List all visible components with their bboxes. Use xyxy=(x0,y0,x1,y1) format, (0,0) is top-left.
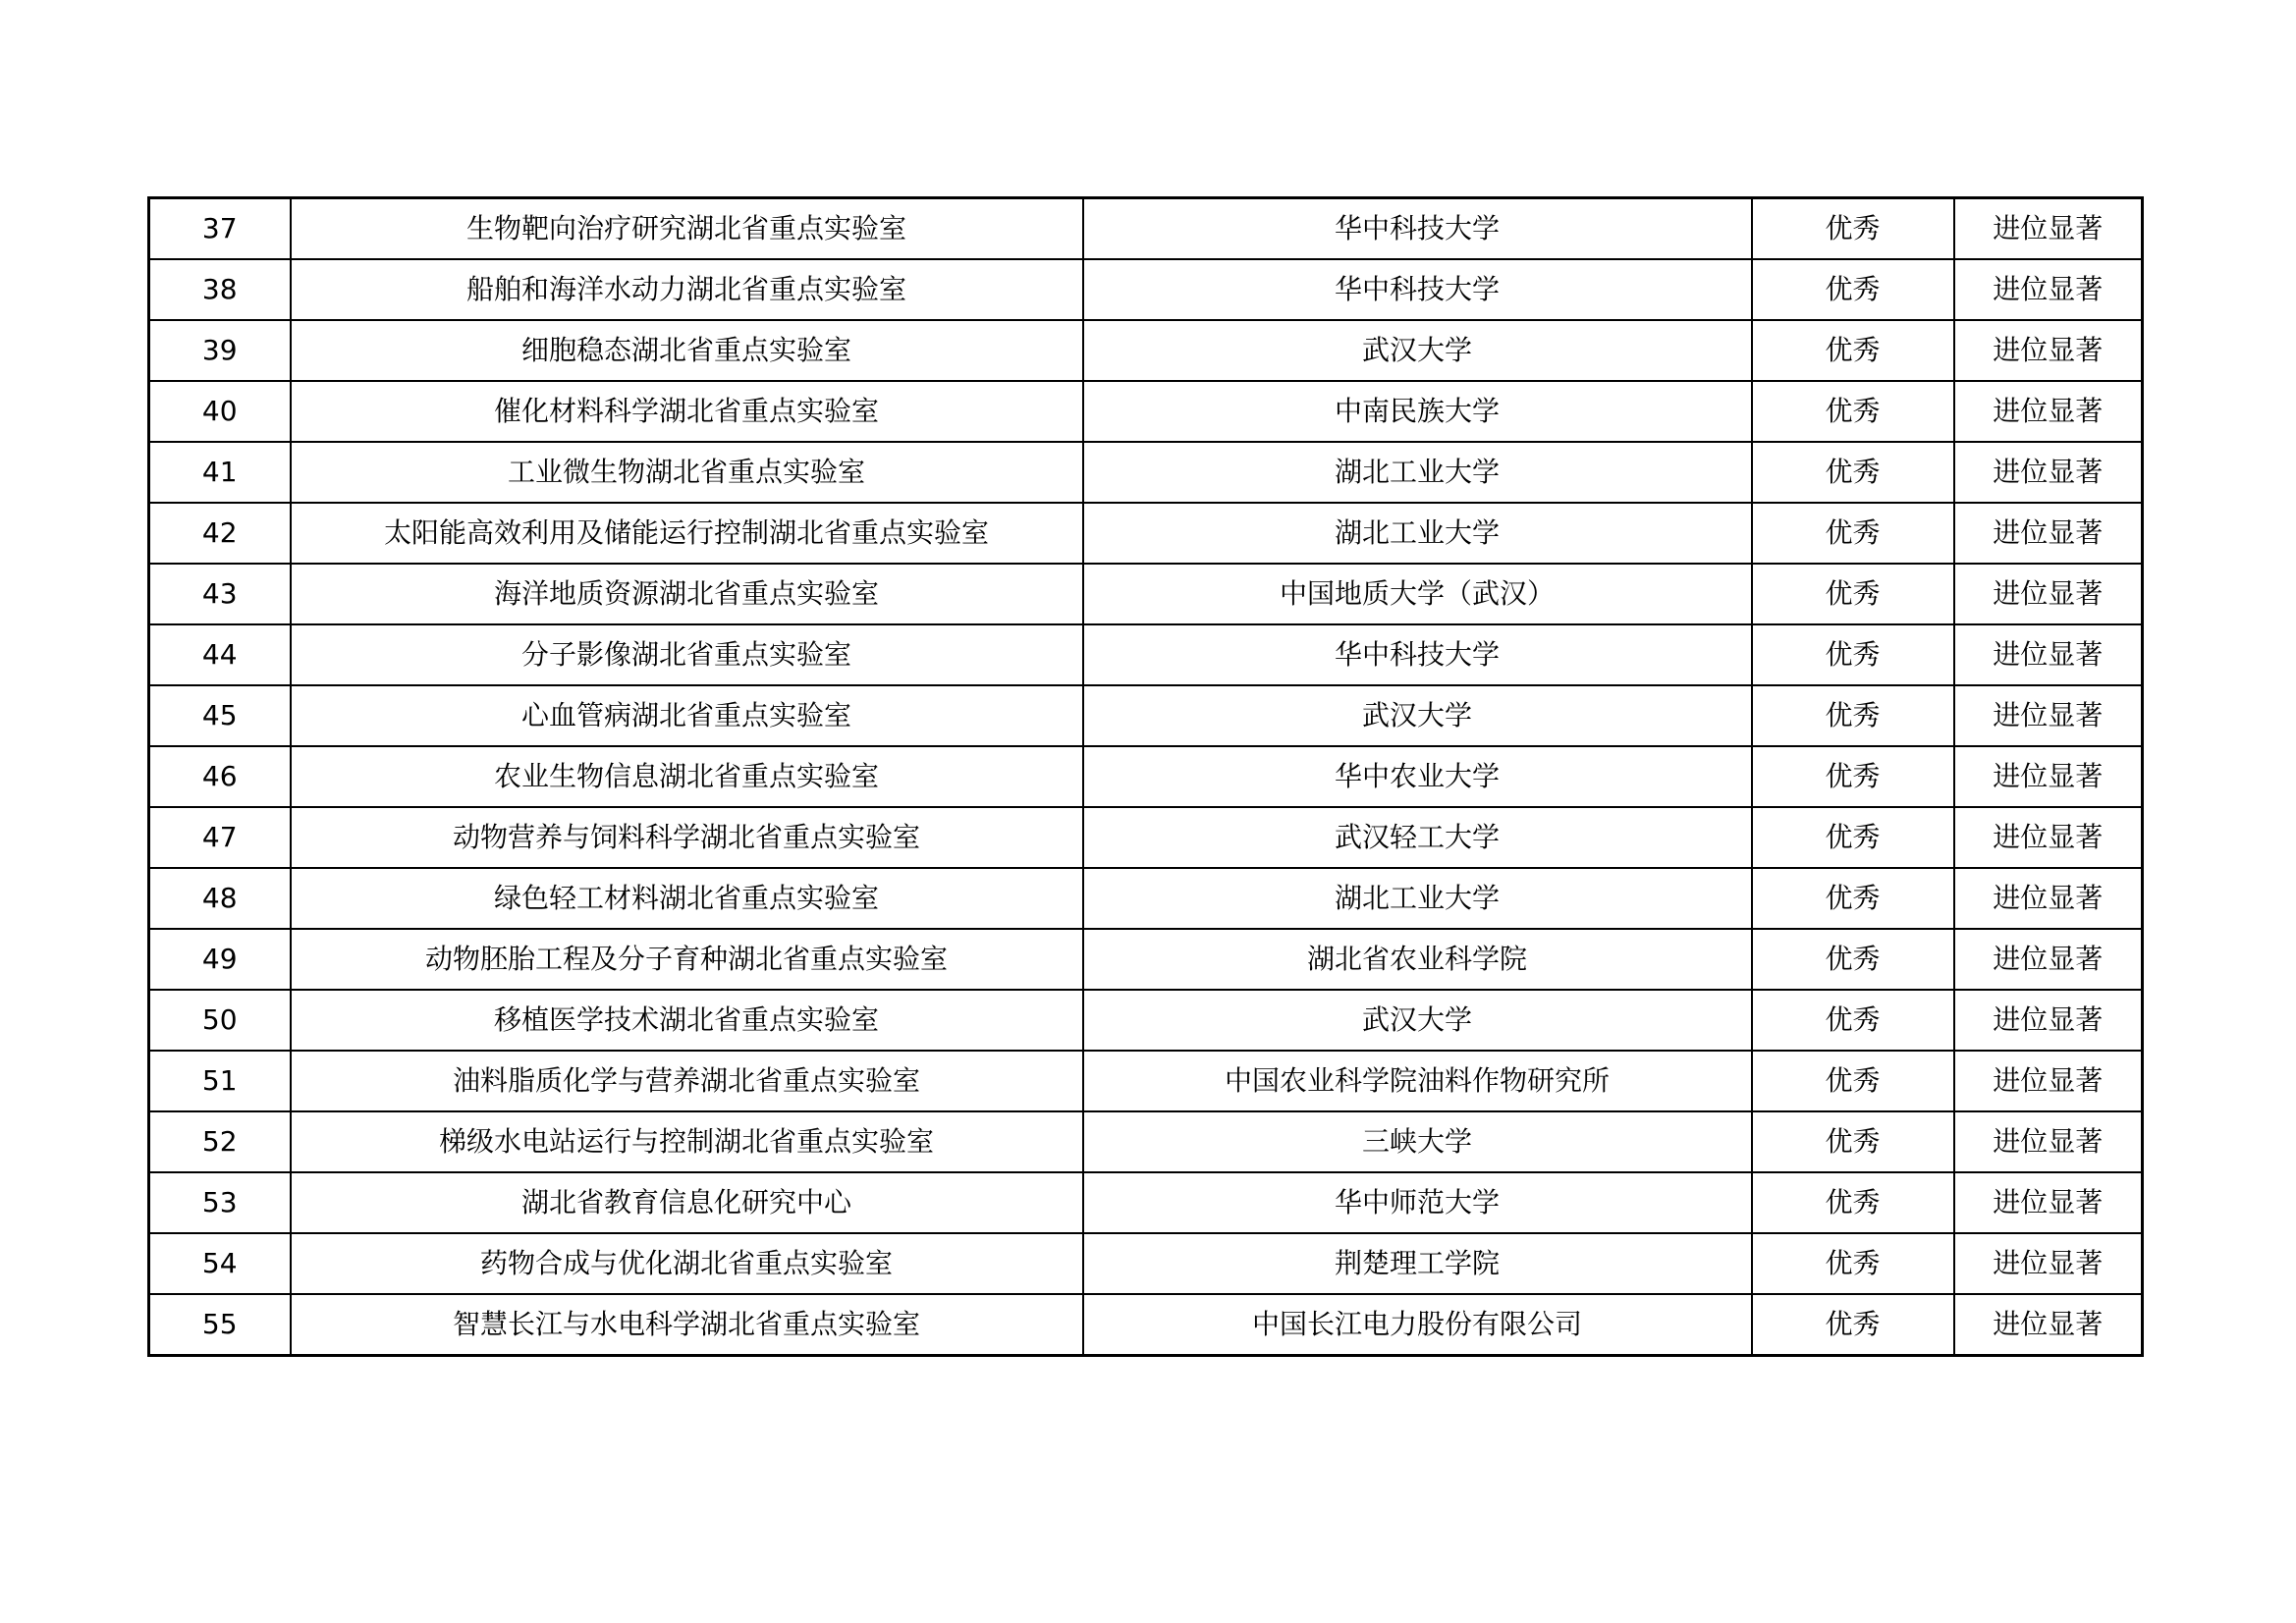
evaluation-grade-cell: 优秀 xyxy=(1752,624,1954,685)
lab-name-cell: 湖北省教育信息化研究中心 xyxy=(291,1172,1083,1233)
table-row xyxy=(149,990,2143,1051)
ranking-trend-cell: 进位显著 xyxy=(1954,1111,2143,1172)
ranking-trend-cell: 进位显著 xyxy=(1954,320,2143,381)
evaluation-grade-cell: 优秀 xyxy=(1752,381,1954,442)
evaluation-grade-cell: 优秀 xyxy=(1752,259,1954,320)
lab-name-cell: 移植医学技术湖北省重点实验室 xyxy=(291,990,1083,1051)
evaluation-grade-cell: 优秀 xyxy=(1752,868,1954,929)
table-row xyxy=(149,503,2143,564)
row-number-cell: 44 xyxy=(149,624,291,685)
host-institution-cell: 武汉大学 xyxy=(1083,990,1752,1051)
host-institution-cell: 华中农业大学 xyxy=(1083,746,1752,807)
row-number-cell: 45 xyxy=(149,685,291,746)
evaluation-grade-cell: 优秀 xyxy=(1752,746,1954,807)
evaluation-grade-cell: 优秀 xyxy=(1752,1111,1954,1172)
table-row xyxy=(149,198,2143,260)
host-institution-cell: 湖北省农业科学院 xyxy=(1083,929,1752,990)
ranking-trend-cell: 进位显著 xyxy=(1954,624,2143,685)
host-institution-cell: 武汉大学 xyxy=(1083,685,1752,746)
lab-name-cell: 动物营养与饲料科学湖北省重点实验室 xyxy=(291,807,1083,868)
row-number-cell: 55 xyxy=(149,1294,291,1356)
table-body xyxy=(149,198,2143,1356)
table-row xyxy=(149,1111,2143,1172)
row-number-cell: 39 xyxy=(149,320,291,381)
ranking-trend-cell: 进位显著 xyxy=(1954,685,2143,746)
lab-name-cell: 细胞稳态湖北省重点实验室 xyxy=(291,320,1083,381)
evaluation-grade-cell: 优秀 xyxy=(1752,685,1954,746)
host-institution-cell: 武汉轻工大学 xyxy=(1083,807,1752,868)
host-institution-cell: 中国农业科学院油料作物研究所 xyxy=(1083,1051,1752,1111)
evaluation-grade-cell: 优秀 xyxy=(1752,990,1954,1051)
table-row xyxy=(149,259,2143,320)
row-number-cell: 37 xyxy=(149,198,291,260)
lab-name-cell: 油料脂质化学与营养湖北省重点实验室 xyxy=(291,1051,1083,1111)
evaluation-grade-cell: 优秀 xyxy=(1752,198,1954,260)
table-row xyxy=(149,685,2143,746)
host-institution-cell: 华中科技大学 xyxy=(1083,624,1752,685)
ranking-trend-cell: 进位显著 xyxy=(1954,807,2143,868)
evaluation-grade-cell: 优秀 xyxy=(1752,1233,1954,1294)
lab-name-cell: 智慧长江与水电科学湖北省重点实验室 xyxy=(291,1294,1083,1356)
table-row xyxy=(149,1233,2143,1294)
table-row xyxy=(149,1172,2143,1233)
table-row xyxy=(149,868,2143,929)
table-row xyxy=(149,929,2143,990)
host-institution-cell: 华中师范大学 xyxy=(1083,1172,1752,1233)
table-row xyxy=(149,1051,2143,1111)
evaluation-grade-cell: 优秀 xyxy=(1752,442,1954,503)
evaluation-grade-cell: 优秀 xyxy=(1752,929,1954,990)
row-number-cell: 43 xyxy=(149,564,291,624)
table-row xyxy=(149,746,2143,807)
row-number-cell: 40 xyxy=(149,381,291,442)
lab-name-cell: 海洋地质资源湖北省重点实验室 xyxy=(291,564,1083,624)
row-number-cell: 50 xyxy=(149,990,291,1051)
row-number-cell: 46 xyxy=(149,746,291,807)
host-institution-cell: 湖北工业大学 xyxy=(1083,503,1752,564)
lab-evaluation-table xyxy=(147,196,2144,1357)
evaluation-grade-cell: 优秀 xyxy=(1752,1172,1954,1233)
ranking-trend-cell: 进位显著 xyxy=(1954,990,2143,1051)
host-institution-cell: 湖北工业大学 xyxy=(1083,868,1752,929)
lab-name-cell: 绿色轻工材料湖北省重点实验室 xyxy=(291,868,1083,929)
table-row xyxy=(149,564,2143,624)
row-number-cell: 38 xyxy=(149,259,291,320)
row-number-cell: 47 xyxy=(149,807,291,868)
table-row xyxy=(149,624,2143,685)
ranking-trend-cell: 进位显著 xyxy=(1954,259,2143,320)
evaluation-grade-cell: 优秀 xyxy=(1752,320,1954,381)
lab-name-cell: 心血管病湖北省重点实验室 xyxy=(291,685,1083,746)
row-number-cell: 53 xyxy=(149,1172,291,1233)
evaluation-grade-cell: 优秀 xyxy=(1752,503,1954,564)
table-row xyxy=(149,807,2143,868)
row-number-cell: 49 xyxy=(149,929,291,990)
row-number-cell: 51 xyxy=(149,1051,291,1111)
lab-name-cell: 农业生物信息湖北省重点实验室 xyxy=(291,746,1083,807)
lab-name-cell: 分子影像湖北省重点实验室 xyxy=(291,624,1083,685)
ranking-trend-cell: 进位显著 xyxy=(1954,1172,2143,1233)
ranking-trend-cell: 进位显著 xyxy=(1954,503,2143,564)
ranking-trend-cell: 进位显著 xyxy=(1954,564,2143,624)
row-number-cell: 48 xyxy=(149,868,291,929)
ranking-trend-cell: 进位显著 xyxy=(1954,1233,2143,1294)
ranking-trend-cell: 进位显著 xyxy=(1954,868,2143,929)
ranking-trend-cell: 进位显著 xyxy=(1954,442,2143,503)
lab-name-cell: 太阳能高效利用及储能运行控制湖北省重点实验室 xyxy=(291,503,1083,564)
evaluation-grade-cell: 优秀 xyxy=(1752,807,1954,868)
host-institution-cell: 华中科技大学 xyxy=(1083,198,1752,260)
table-row xyxy=(149,1294,2143,1356)
host-institution-cell: 中国长江电力股份有限公司 xyxy=(1083,1294,1752,1356)
lab-name-cell: 催化材料科学湖北省重点实验室 xyxy=(291,381,1083,442)
evaluation-grade-cell: 优秀 xyxy=(1752,1051,1954,1111)
ranking-trend-cell: 进位显著 xyxy=(1954,381,2143,442)
row-number-cell: 42 xyxy=(149,503,291,564)
host-institution-cell: 荆楚理工学院 xyxy=(1083,1233,1752,1294)
lab-name-cell: 生物靶向治疗研究湖北省重点实验室 xyxy=(291,198,1083,260)
lab-name-cell: 船舶和海洋水动力湖北省重点实验室 xyxy=(291,259,1083,320)
host-institution-cell: 三峡大学 xyxy=(1083,1111,1752,1172)
table-row xyxy=(149,442,2143,503)
lab-name-cell: 工业微生物湖北省重点实验室 xyxy=(291,442,1083,503)
ranking-trend-cell: 进位显著 xyxy=(1954,1294,2143,1356)
table-row xyxy=(149,320,2143,381)
row-number-cell: 41 xyxy=(149,442,291,503)
host-institution-cell: 武汉大学 xyxy=(1083,320,1752,381)
host-institution-cell: 中国地质大学（武汉） xyxy=(1083,564,1752,624)
lab-name-cell: 梯级水电站运行与控制湖北省重点实验室 xyxy=(291,1111,1083,1172)
host-institution-cell: 中南民族大学 xyxy=(1083,381,1752,442)
ranking-trend-cell: 进位显著 xyxy=(1954,929,2143,990)
row-number-cell: 54 xyxy=(149,1233,291,1294)
host-institution-cell: 湖北工业大学 xyxy=(1083,442,1752,503)
row-number-cell: 52 xyxy=(149,1111,291,1172)
ranking-trend-cell: 进位显著 xyxy=(1954,746,2143,807)
ranking-trend-cell: 进位显著 xyxy=(1954,198,2143,260)
evaluation-grade-cell: 优秀 xyxy=(1752,564,1954,624)
ranking-trend-cell: 进位显著 xyxy=(1954,1051,2143,1111)
host-institution-cell: 华中科技大学 xyxy=(1083,259,1752,320)
evaluation-grade-cell: 优秀 xyxy=(1752,1294,1954,1356)
table-row xyxy=(149,381,2143,442)
lab-name-cell: 药物合成与优化湖北省重点实验室 xyxy=(291,1233,1083,1294)
lab-name-cell: 动物胚胎工程及分子育种湖北省重点实验室 xyxy=(291,929,1083,990)
